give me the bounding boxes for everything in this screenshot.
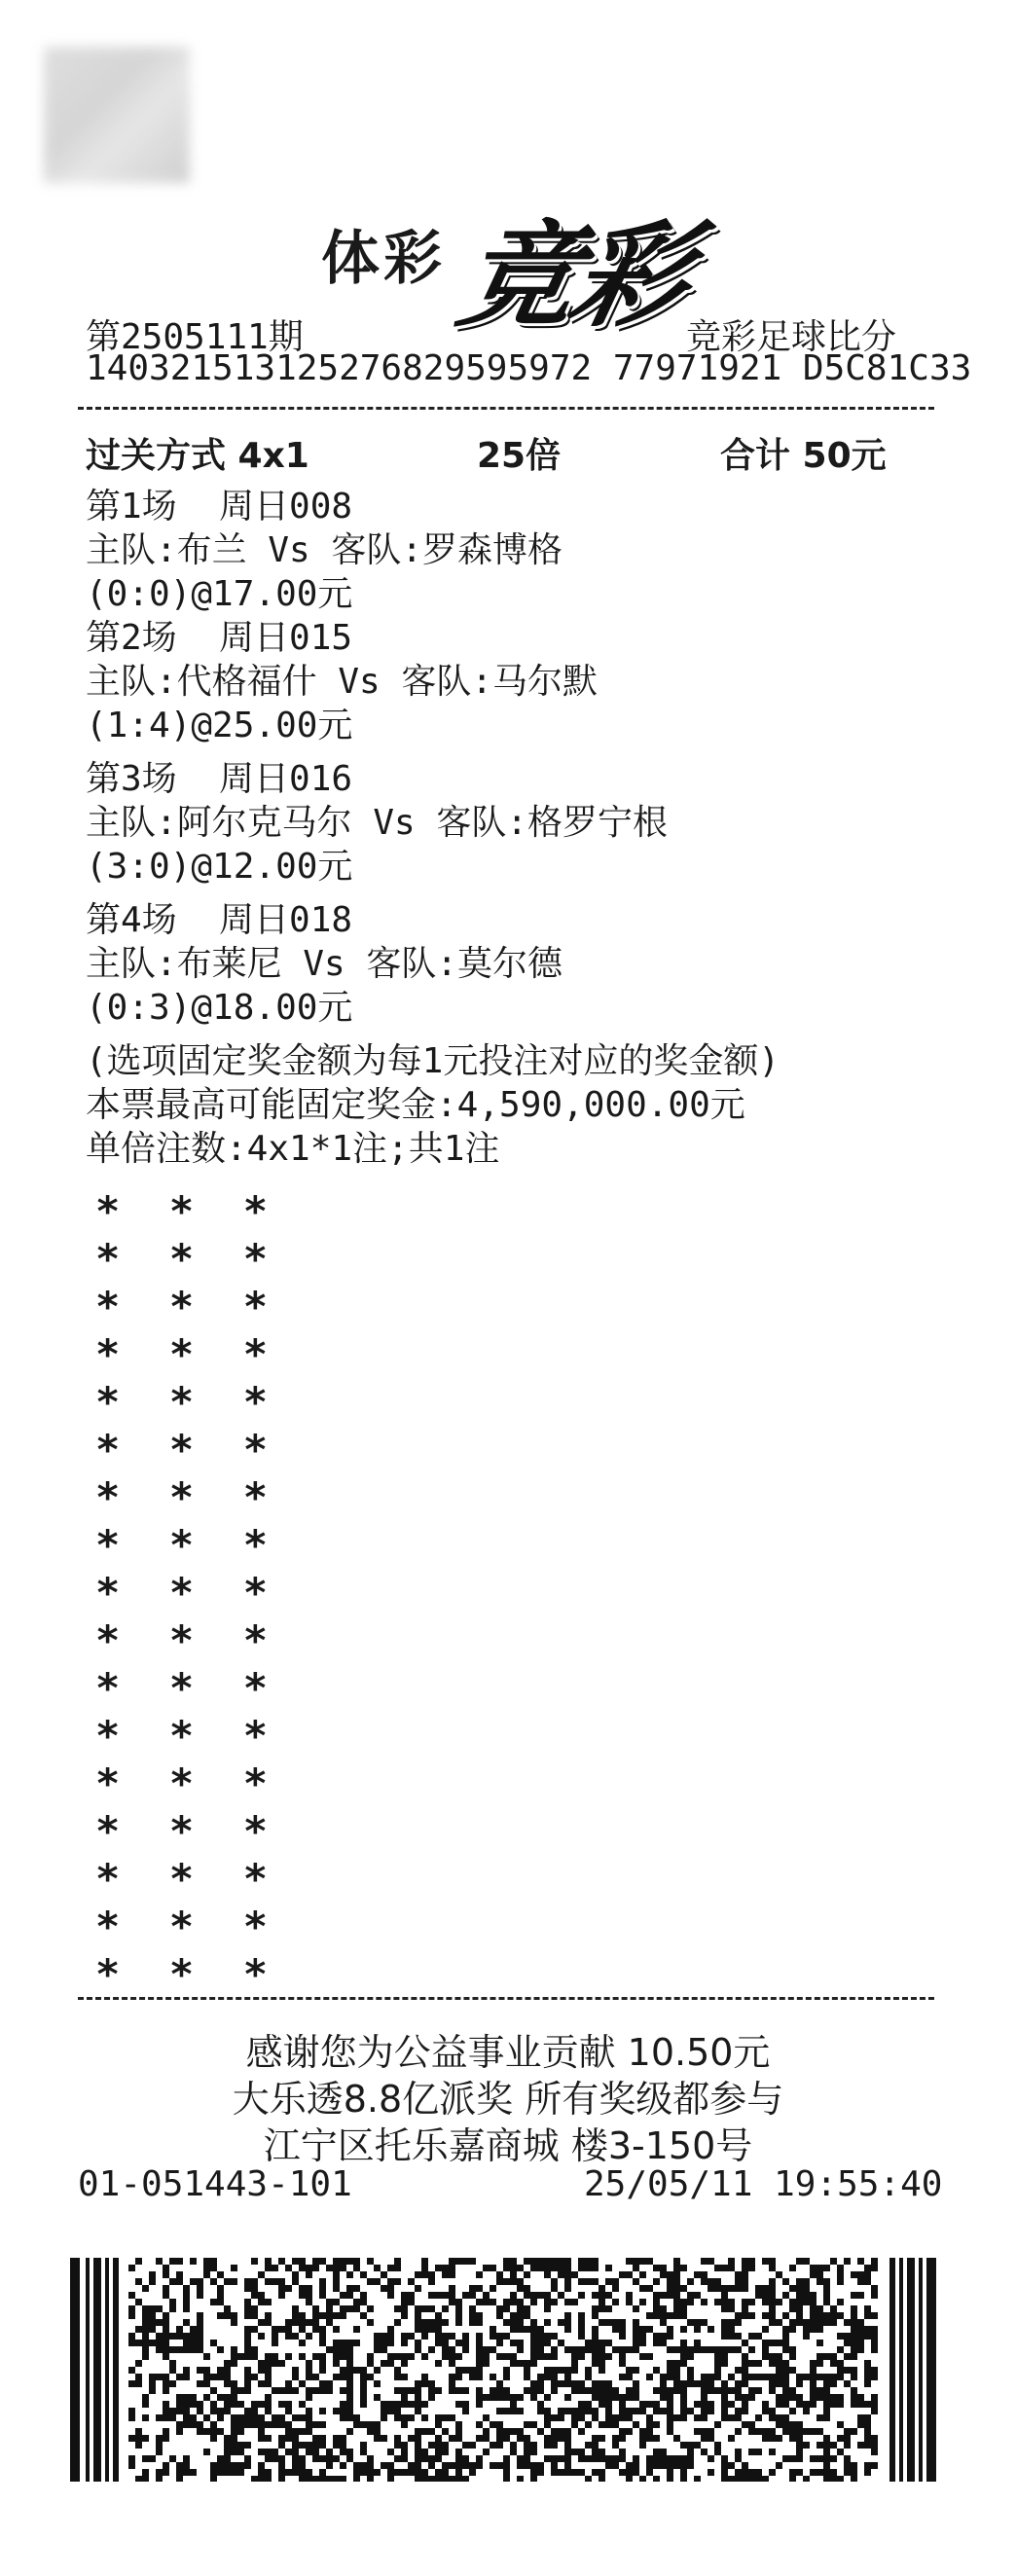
- match-1-teams: 主队:布兰 Vs 客队:罗森博格: [86, 530, 563, 570]
- terminal-id: 01-051443-101: [78, 2164, 352, 2204]
- match-1-pick: (0:0)@17.00元: [86, 574, 353, 614]
- issue-number: 第2505111期: [86, 317, 304, 357]
- shop-address: 江宁区托乐嘉商城 楼3-150号: [263, 2124, 753, 2167]
- print-datetime: 25/05/11 19:55:40: [584, 2164, 943, 2204]
- match-2-no: 第2场 周日015: [86, 618, 353, 658]
- promo-line: 大乐透8.8亿派奖 所有奖级都参与: [232, 2078, 784, 2121]
- match-4-no: 第4场 周日018: [86, 900, 353, 940]
- thanks-line: 感谢您为公益事业贡献 10.50元: [245, 2031, 771, 2074]
- match-4-teams: 主队:布莱尼 Vs 客队:莫尔德: [86, 944, 563, 984]
- total-amount: 合计 50元: [720, 436, 887, 476]
- barcode-image: [70, 2258, 946, 2482]
- multiple: 25倍: [477, 436, 562, 476]
- brand-small: 体彩: [321, 225, 446, 293]
- match-4-pick: (0:3)@18.00元: [86, 988, 353, 1028]
- blurred-logo: [44, 47, 190, 183]
- game-name: 竞彩足球比分: [686, 317, 897, 357]
- max-prize: 本票最高可能固定奖金:4,590,000.00元: [86, 1085, 745, 1125]
- match-3-no: 第3场 周日016: [86, 759, 353, 799]
- match-3-pick: (3:0)@12.00元: [86, 847, 353, 887]
- brand-logo-text: 竞彩: [449, 208, 700, 343]
- serial-number: 140321513125276829595972 77971921 D5C81C33: [86, 348, 972, 388]
- match-2-pick: (1:4)@25.00元: [86, 706, 353, 745]
- unit-bets: 单倍注数:4x1*1注;共1注: [86, 1129, 500, 1169]
- divider-top: [78, 407, 934, 410]
- star-filler: * * * * * * * * * * * * * * * * * * * * * * * * * * * * * * * * * * * * * * * * * * * * * * * * * * *: [95, 1187, 269, 1998]
- fixed-prize-note: (选项固定奖金额为每1元投注对应的奖金额): [86, 1041, 780, 1081]
- match-1-no: 第1场 周日008: [86, 487, 353, 526]
- pass-mode: 过关方式 4x1: [86, 436, 309, 476]
- divider-bottom: [78, 1997, 934, 2000]
- match-2-teams: 主队:代格福什 Vs 客队:马尔默: [86, 662, 599, 702]
- match-3-teams: 主队:阿尔克马尔 Vs 客队:格罗宁根: [86, 803, 669, 843]
